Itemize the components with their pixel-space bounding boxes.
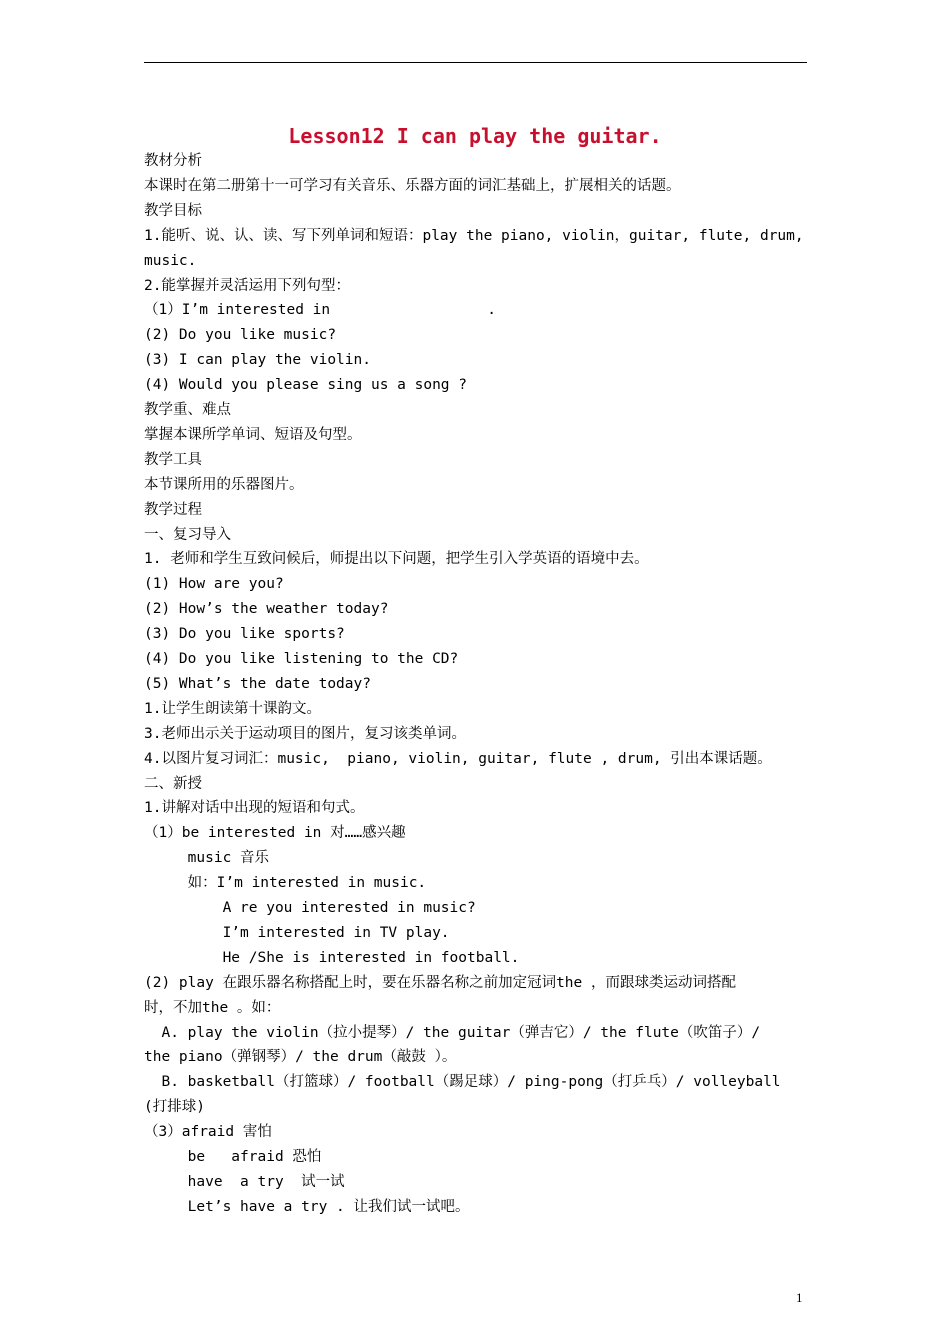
text-line: 3.老师出示关于运动项目的图片，复习该类单词。 bbox=[144, 725, 466, 742]
text-line: music. bbox=[144, 252, 197, 269]
text-line: 教学工具 bbox=[144, 451, 202, 468]
text-line: 教学目标 bbox=[144, 202, 202, 219]
text-line: (3) I can play the violin. bbox=[144, 352, 371, 369]
text-line: 4.以图片复习词汇：music, piano, violin, guitar, flute , drum, 引出本课话题。 bbox=[144, 750, 772, 767]
text-line: 1.讲解对话中出现的短语和句式。 bbox=[144, 800, 365, 817]
text-line: A. play the violin（拉小提琴）/ the guitar（弹吉它）/ the flute（吹笛子）/ bbox=[144, 1024, 761, 1041]
text-line: （3）afraid 害怕 bbox=[144, 1124, 272, 1141]
text-line: 时，不加the 。如： bbox=[144, 999, 281, 1016]
text-line: Let’s have a try . 让我们试一试吧。 bbox=[144, 1198, 470, 1215]
text-line: （1）be interested in 对……感兴趣 bbox=[144, 825, 406, 842]
text-line: (4) Do you like listening to the CD? bbox=[144, 651, 459, 667]
document-title: Lesson12 I can play the guitar. bbox=[288, 124, 662, 148]
header-rule bbox=[144, 62, 807, 63]
text-line: the piano（弹钢琴）/ the drum（敲鼓 ）。 bbox=[144, 1049, 457, 1066]
text-line: have a try 试一试 bbox=[144, 1173, 345, 1190]
text-line: be afraid 恐怕 bbox=[144, 1149, 322, 1165]
text-line: He /She is interested in football. bbox=[144, 949, 520, 966]
text-line: 二、新授 bbox=[144, 775, 202, 792]
text-line: (5) What’s the date today? bbox=[144, 675, 371, 692]
text-line: (4) Would you please sing us a song ? bbox=[144, 377, 468, 394]
text-line: A re you interested in music? bbox=[144, 900, 476, 916]
text-line: (1) How are you? bbox=[144, 576, 284, 593]
text-line: （1）I’m interested in . bbox=[144, 302, 497, 319]
text-line: 如：I’m interested in music. bbox=[144, 875, 427, 892]
text-line: 本课时在第二册第十一可学习有关音乐、乐器方面的词汇基础上，扩展相关的话题。 bbox=[144, 177, 681, 194]
text-line: 本节课所用的乐器图片。 bbox=[144, 476, 304, 493]
text-line: (2) Do you like music? bbox=[144, 327, 337, 344]
text-line: (2) How’s the weather today? bbox=[144, 601, 389, 618]
text-line: 教学过程 bbox=[144, 501, 202, 518]
text-line: 教材分析 bbox=[144, 153, 202, 169]
text-line: 1.让学生朗读第十课韵文。 bbox=[144, 700, 321, 717]
text-line: 一、复习导入 bbox=[144, 526, 231, 543]
text-line: 教学重、难点 bbox=[144, 402, 231, 418]
text-line: (打排球) bbox=[144, 1099, 205, 1116]
text-line: 2.能掌握并灵活运用下列句型： bbox=[144, 277, 350, 294]
page-number: 1 bbox=[796, 1290, 803, 1305]
text-line: music 音乐 bbox=[144, 850, 270, 867]
text-line: (3) Do you like sports? bbox=[144, 626, 345, 643]
text-line: 1.能听、说、认、读、写下列单词和短语：play the piano, violin，guitar, flute, drum, bbox=[144, 227, 804, 244]
text-line: 掌握本课所学单词、短语及句型。 bbox=[144, 426, 362, 443]
text-line: 1. 老师和学生互致问候后，师提出以下问题，把学生引入学英语的语境中去。 bbox=[144, 551, 649, 568]
text-line: (2) play 在跟乐器名称搭配上时，要在乐器名称之前加定冠词the ，而跟球类运动词搭配 bbox=[144, 974, 736, 991]
text-line: B. basketball（打篮球）/ football（踢足球）/ ping-pong（打乒乓）/ volleyball bbox=[144, 1074, 781, 1091]
text-line: I’m interested in TV play. bbox=[144, 924, 450, 941]
